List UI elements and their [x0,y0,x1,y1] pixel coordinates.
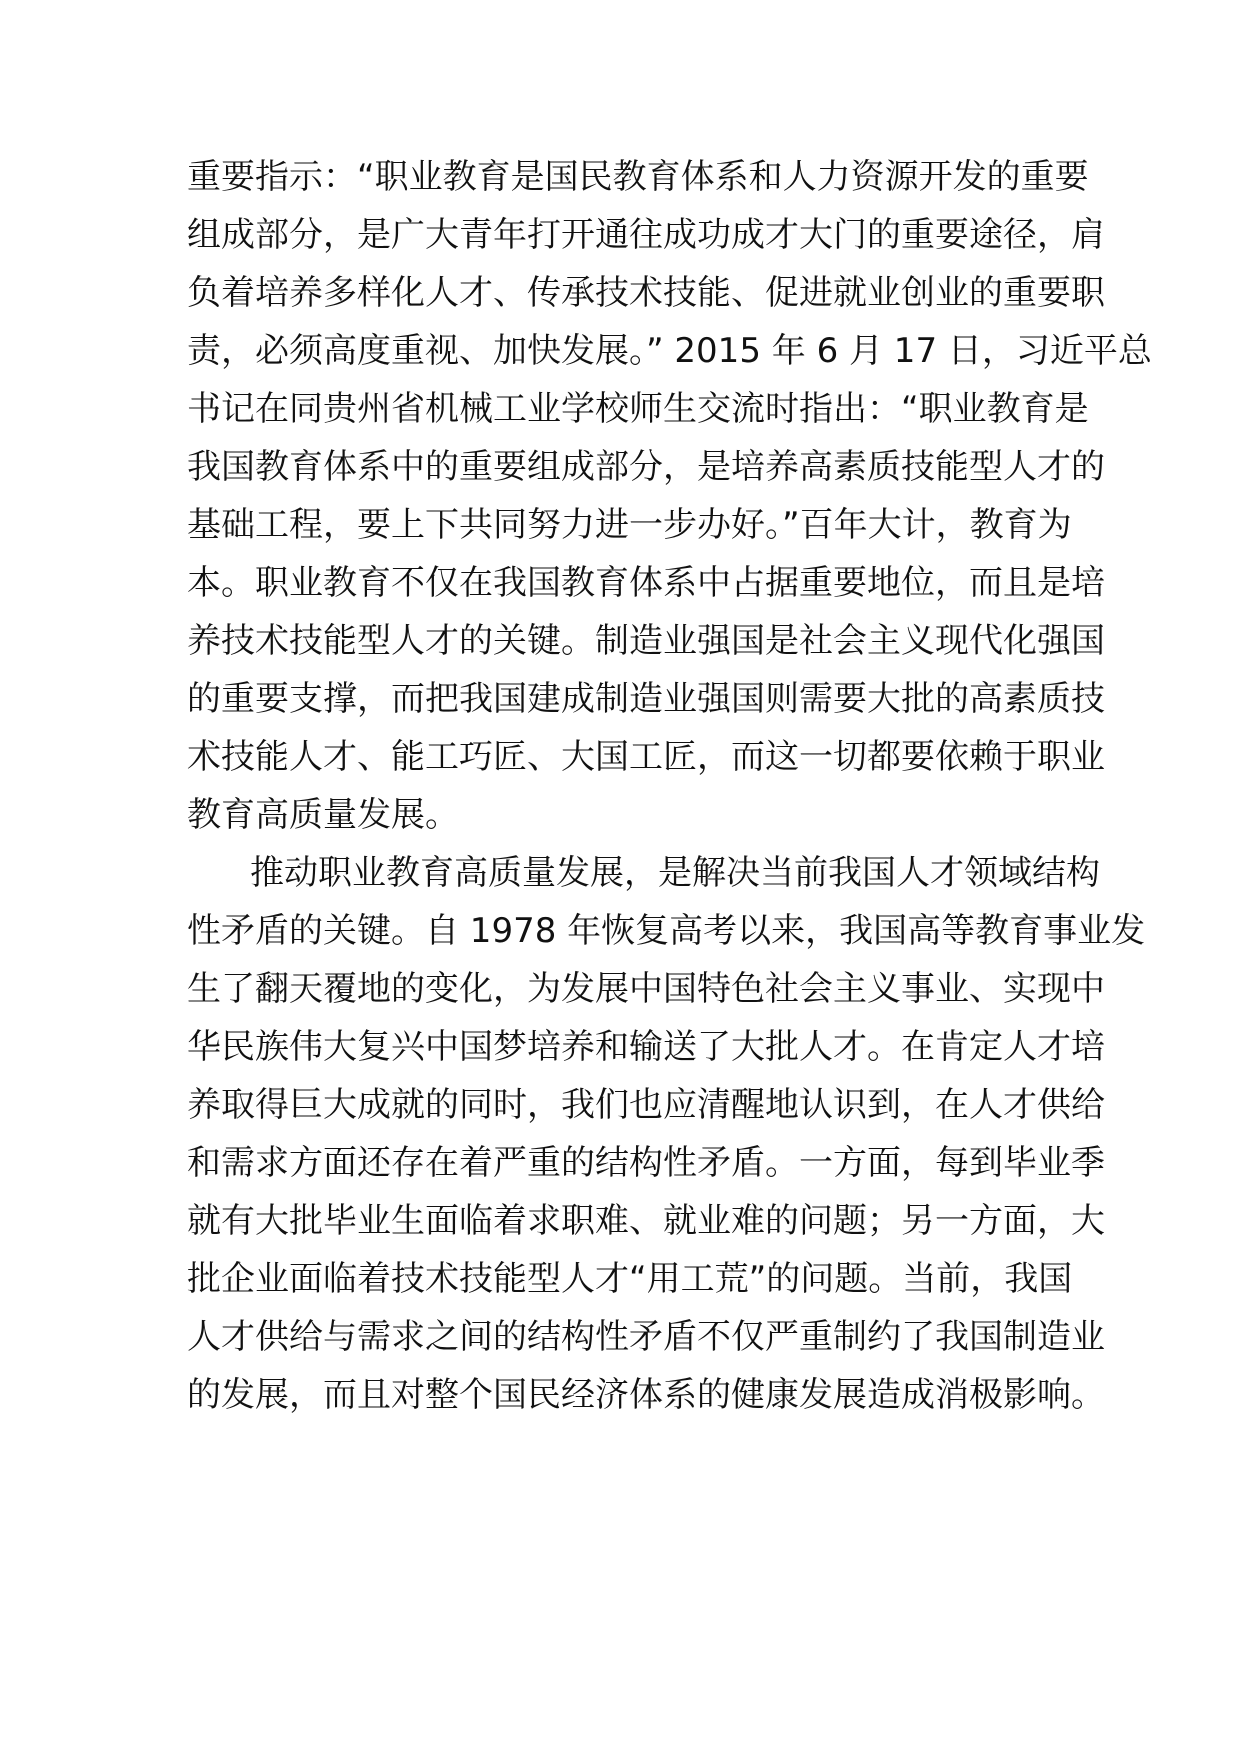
text-line: 养技术技能型人才的关键。制造业强国是社会主义现代化强国 [187,621,1105,661]
text-line: 的发展，而且对整个国民经济体系的健康发展造成消极影响。 [187,1375,1105,1415]
text-line: 人才供给与需求之间的结构性矛盾不仅严重制约了我国制造业 [187,1317,1105,1357]
text-line: 性矛盾的关键。自 1978 年恢复高考以来，我国高等教育事业发 [187,911,1146,951]
text-line: 负着培养多样化人才、传承技术技能、促进就业创业的重要职 [187,273,1105,313]
text-line: 就有大批毕业生面临着求职难、就业难的问题；另一方面，大 [187,1201,1105,1241]
text-line: 华民族伟大复兴中国梦培养和输送了大批人才。在肯定人才培 [187,1027,1105,1067]
text-line: 和需求方面还存在着严重的结构性矛盾。一方面，每到毕业季 [187,1143,1105,1183]
text-line: 的重要支撑，而把我国建成制造业强国则需要大批的高素质技 [187,679,1105,719]
text-line: 本。职业教育不仅在我国教育体系中占据重要地位，而且是培 [187,563,1105,603]
text-line: 重要指示：“职业教育是国民教育体系和人力资源开发的重要 [187,157,1089,197]
text-line: 术技能人才、能工巧匠、大国工匠，而这一切都要依赖于职业 [187,737,1105,777]
text-line: 我国教育体系中的重要组成部分，是培养高素质技能型人才的 [187,447,1105,487]
text-line: 书记在同贵州省机械工业学校师生交流时指出：“职业教育是 [187,389,1089,429]
text-line: 基础工程，要上下共同努力进一步办好。”百年大计，教育为 [187,505,1072,545]
text-line: 批企业面临着技术技能型人才“用工荒”的问题。当前，我国 [187,1259,1073,1299]
text-line: 生了翻天覆地的变化，为发展中国特色社会主义事业、实现中 [187,969,1105,1009]
text-line: 责，必须高度重视、加快发展。” 2015 年 6 月 17 日，习近平总 [187,331,1152,371]
text-line: 组成部分，是广大青年打开通往成功成才大门的重要途径，肩 [187,215,1105,255]
text-line: 推动职业教育高质量发展，是解决当前我国人才领域结构 [250,853,1100,893]
text-line: 教育高质量发展。 [187,795,459,835]
text-line: 养取得巨大成就的同时，我们也应清醒地认识到，在人才供给 [187,1085,1105,1125]
